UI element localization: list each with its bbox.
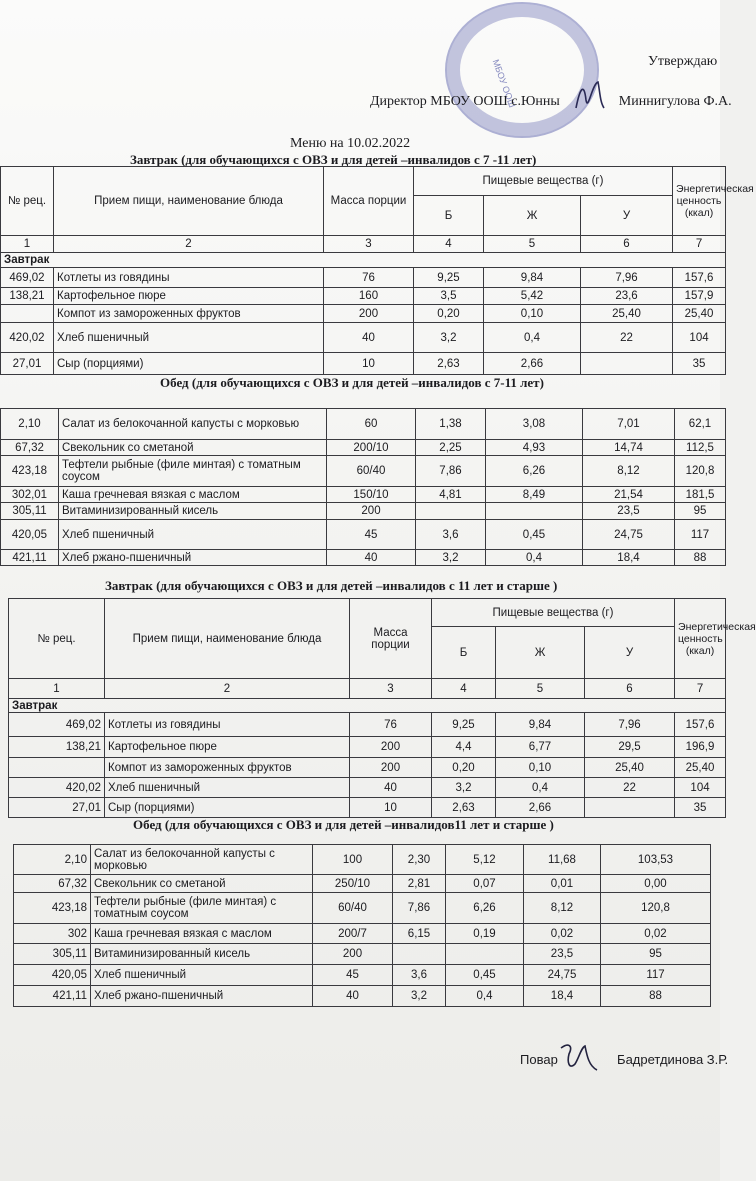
- mass-cell: 200: [327, 503, 416, 520]
- fat-cell: 0,4: [486, 550, 583, 566]
- dish-name-cell: Витаминизированный кисель: [91, 944, 313, 965]
- energy-cell: 88: [601, 986, 711, 1007]
- section1-title: Завтрак (для обучающихся с ОВЗ и для детей –инвалидов с 7 -11 лет): [130, 152, 537, 167]
- col-num-header: № рец.: [1, 167, 54, 236]
- index-cell: 3: [350, 679, 432, 699]
- dish-name-cell: Витаминизированный кисель: [59, 503, 327, 520]
- mass-cell: 60/40: [327, 456, 416, 487]
- mass-cell: 200: [313, 944, 393, 965]
- fat-cell: 0,45: [446, 965, 524, 986]
- table-row: [1, 409, 726, 440]
- fat-cell: 2,66: [496, 798, 585, 818]
- carb-cell: 18,4: [524, 986, 601, 1007]
- col-dish-header: Прием пищи, наименование блюда: [54, 167, 324, 236]
- carb-cell: 0,01: [524, 875, 601, 893]
- mass-cell: 200/7: [313, 924, 393, 944]
- carb-cell: 23,6: [581, 288, 673, 305]
- dish-name-cell: Тефтели рыбные (филе минтая) с томатным соусом: [91, 893, 313, 924]
- energy-cell: 104: [675, 778, 726, 798]
- menu-date: Меню на 10.02.2022: [290, 136, 411, 151]
- index-cell: 6: [585, 679, 675, 699]
- protein-cell: 3,6: [393, 965, 446, 986]
- energy-cell: 157,6: [673, 268, 726, 288]
- table-row: [14, 845, 711, 875]
- recipe-number-cell: 305,11: [1, 503, 59, 520]
- section2-title: Обед (для обучающихся с ОВЗ и для детей –инвалидов с 7-11 лет): [160, 375, 544, 390]
- recipe-number-cell: 2,10: [14, 845, 91, 875]
- recipe-number-cell: 469,02: [9, 713, 105, 737]
- dish-name-cell: Салат из белокочанной капусты с морковью: [91, 845, 313, 875]
- table-row: [1, 487, 726, 503]
- table-row: [1, 503, 726, 520]
- section3-title: Завтрак (для обучающихся с ОВЗ и для детей –инвалидов с 11 лет и старше ): [105, 578, 558, 593]
- energy-cell: 95: [675, 503, 726, 520]
- col-nutrients-header: Пищевые вещества (г): [414, 167, 673, 196]
- mass-cell: 40: [324, 323, 414, 353]
- table-row: [1, 305, 726, 323]
- protein-cell: 3,2: [414, 323, 484, 353]
- col-zh-header: Ж: [496, 627, 585, 679]
- fat-cell: 0,10: [496, 758, 585, 778]
- col-dish-header: Прием пищи, наименование блюда: [105, 599, 350, 679]
- mass-cell: 40: [327, 550, 416, 566]
- table-row: [9, 758, 726, 778]
- director-signature: [570, 78, 610, 114]
- mass-cell: 40: [313, 986, 393, 1007]
- col-energy-header: Энергетическая ценность (ккал): [675, 599, 726, 679]
- fat-cell: 6,77: [496, 737, 585, 758]
- dish-name-cell: Хлеб ржано-пшеничный: [91, 986, 313, 1007]
- energy-cell: 181,5: [675, 487, 726, 503]
- fat-cell: 0,45: [486, 520, 583, 550]
- carb-cell: 25,40: [581, 305, 673, 323]
- protein-cell: 3,2: [432, 778, 496, 798]
- index-cell: 3: [324, 236, 414, 253]
- meal-group-label: Завтрак: [1, 253, 726, 268]
- recipe-number-cell: 138,21: [1, 288, 54, 305]
- energy-cell: 25,40: [673, 305, 726, 323]
- mass-cell: 76: [324, 268, 414, 288]
- protein-cell: 9,25: [414, 268, 484, 288]
- dish-name-cell: Картофельное пюре: [105, 737, 350, 758]
- energy-cell: 117: [601, 965, 711, 986]
- index-row: [9, 679, 726, 699]
- col-energy-header: Энергетическая ценность (ккал): [673, 167, 726, 236]
- fat-cell: 8,49: [486, 487, 583, 503]
- fat-cell: [446, 944, 524, 965]
- dish-name-cell: Хлеб пшеничный: [54, 323, 324, 353]
- carb-cell: 18,4: [583, 550, 675, 566]
- recipe-number-cell: 302: [14, 924, 91, 944]
- col-mass-header: Масса порции: [350, 599, 432, 679]
- recipe-number-cell: 305,11: [14, 944, 91, 965]
- mass-cell: 76: [350, 713, 432, 737]
- recipe-number-cell: [1, 305, 54, 323]
- protein-cell: 2,81: [393, 875, 446, 893]
- table-row: [14, 893, 711, 924]
- fat-cell: 0,10: [484, 305, 581, 323]
- dish-name-cell: Каша гречневая вязкая с маслом: [91, 924, 313, 944]
- energy-cell: 104: [673, 323, 726, 353]
- index-cell: 6: [581, 236, 673, 253]
- recipe-number-cell: 420,02: [9, 778, 105, 798]
- table-row: [9, 798, 726, 818]
- carb-cell: 7,01: [583, 409, 675, 440]
- carb-cell: 11,68: [524, 845, 601, 875]
- energy-cell: 88: [675, 550, 726, 566]
- protein-cell: 3,2: [416, 550, 486, 566]
- index-cell: 1: [9, 679, 105, 699]
- dish-name-cell: Котлеты из говядины: [105, 713, 350, 737]
- mass-cell: 45: [327, 520, 416, 550]
- stamp-text: МБОУ ООШ: [490, 58, 518, 109]
- protein-cell: 7,86: [416, 456, 486, 487]
- dish-name-cell: Сыр (порциями): [105, 798, 350, 818]
- carb-cell: [581, 353, 673, 375]
- table-row: [9, 713, 726, 737]
- carb-cell: 25,40: [585, 758, 675, 778]
- table-row: [1, 440, 726, 456]
- carb-cell: 8,12: [583, 456, 675, 487]
- official-stamp: [445, 2, 599, 138]
- fat-cell: 3,08: [486, 409, 583, 440]
- fat-cell: 0,19: [446, 924, 524, 944]
- index-cell: 4: [432, 679, 496, 699]
- energy-cell: 157,9: [673, 288, 726, 305]
- recipe-number-cell: 138,21: [9, 737, 105, 758]
- recipe-number-cell: 420,05: [1, 520, 59, 550]
- mass-cell: 100: [313, 845, 393, 875]
- mass-cell: 10: [350, 798, 432, 818]
- dish-name-cell: Хлеб ржано-пшеничный: [59, 550, 327, 566]
- energy-cell: 120,8: [601, 893, 711, 924]
- table-row: [14, 875, 711, 893]
- director-line: [370, 94, 732, 110]
- recipe-number-cell: 420,05: [14, 965, 91, 986]
- energy-cell: 25,40: [675, 758, 726, 778]
- fat-cell: 5,12: [446, 845, 524, 875]
- carb-cell: 23,5: [524, 944, 601, 965]
- col-b-header: Б: [414, 196, 484, 236]
- fat-cell: 0,4: [484, 323, 581, 353]
- table-row: [14, 965, 711, 986]
- carb-cell: 7,96: [585, 713, 675, 737]
- carb-cell: 7,96: [581, 268, 673, 288]
- director-name: Миннигулова Ф.А.: [618, 94, 732, 109]
- cook-signature: [557, 1040, 607, 1076]
- index-cell: 7: [673, 236, 726, 253]
- fat-cell: 9,84: [496, 713, 585, 737]
- protein-cell: 2,63: [414, 353, 484, 375]
- fat-cell: 6,26: [446, 893, 524, 924]
- energy-cell: 112,5: [675, 440, 726, 456]
- index-cell: 2: [54, 236, 324, 253]
- recipe-number-cell: 27,01: [9, 798, 105, 818]
- energy-cell: 157,6: [675, 713, 726, 737]
- dish-name-cell: Котлеты из говядины: [54, 268, 324, 288]
- recipe-number-cell: 421,11: [14, 986, 91, 1007]
- recipe-number-cell: 469,02: [1, 268, 54, 288]
- recipe-number-cell: [9, 758, 105, 778]
- energy-cell: 120,8: [675, 456, 726, 487]
- cook-signature-line: [520, 1052, 728, 1067]
- mass-cell: 40: [350, 778, 432, 798]
- protein-cell: 2,30: [393, 845, 446, 875]
- protein-cell: [416, 503, 486, 520]
- dish-name-cell: Каша гречневая вязкая с маслом: [59, 487, 327, 503]
- index-cell: 4: [414, 236, 484, 253]
- col-b-header: Б: [432, 627, 496, 679]
- director-title: Директор МБОУ ООШ с.Юнны: [370, 94, 560, 109]
- dish-name-cell: Компот из замороженных фруктов: [54, 305, 324, 323]
- index-row: [1, 236, 726, 253]
- energy-cell: 0,02: [601, 924, 711, 944]
- fat-cell: 0,4: [446, 986, 524, 1007]
- mass-cell: 10: [324, 353, 414, 375]
- recipe-number-cell: 423,18: [1, 456, 59, 487]
- dish-name-cell: Тефтели рыбные (филе минтая) с томатным соусом: [59, 456, 327, 487]
- energy-cell: 95: [601, 944, 711, 965]
- carb-cell: 23,5: [583, 503, 675, 520]
- mass-cell: 200: [350, 737, 432, 758]
- lunch-table-7-11: [0, 408, 726, 566]
- fat-cell: 2,66: [484, 353, 581, 375]
- table-row: [9, 778, 726, 798]
- index-cell: 1: [1, 236, 54, 253]
- mass-cell: 200/10: [327, 440, 416, 456]
- protein-cell: 3,2: [393, 986, 446, 1007]
- mass-cell: 60/40: [313, 893, 393, 924]
- carb-cell: 21,54: [583, 487, 675, 503]
- table-row: [1, 323, 726, 353]
- carb-cell: 24,75: [583, 520, 675, 550]
- mass-cell: 45: [313, 965, 393, 986]
- dish-name-cell: Свекольник со сметаной: [59, 440, 327, 456]
- protein-cell: 9,25: [432, 713, 496, 737]
- meal-group-label: Завтрак: [9, 699, 726, 713]
- carb-cell: 22: [585, 778, 675, 798]
- table-row: [14, 944, 711, 965]
- cook-name: Бадретдинова З.Р.: [617, 1052, 729, 1067]
- fat-cell: 5,42: [484, 288, 581, 305]
- protein-cell: 0,20: [414, 305, 484, 323]
- breakfast-table-11-plus: [8, 598, 756, 818]
- recipe-number-cell: 67,32: [1, 440, 59, 456]
- index-cell: 5: [484, 236, 581, 253]
- energy-cell: 103,53: [601, 845, 711, 875]
- recipe-number-cell: 27,01: [1, 353, 54, 375]
- table-row: [9, 737, 726, 758]
- fat-cell: [486, 503, 583, 520]
- table-row: [14, 924, 711, 944]
- approve-label: Утверждаю: [648, 54, 718, 69]
- mass-cell: 60: [327, 409, 416, 440]
- energy-cell: 0,00: [601, 875, 711, 893]
- table-row: [1, 353, 726, 375]
- col-zh-header: Ж: [484, 196, 581, 236]
- protein-cell: 4,81: [416, 487, 486, 503]
- recipe-number-cell: 302,01: [1, 487, 59, 503]
- col-num-header: № рец.: [9, 599, 105, 679]
- mass-cell: 150/10: [327, 487, 416, 503]
- recipe-number-cell: 423,18: [14, 893, 91, 924]
- cook-label: Повар: [520, 1052, 558, 1067]
- table-row: [1, 520, 726, 550]
- index-cell: 7: [675, 679, 726, 699]
- energy-cell: 117: [675, 520, 726, 550]
- protein-cell: 0,20: [432, 758, 496, 778]
- dish-name-cell: Компот из замороженных фруктов: [105, 758, 350, 778]
- energy-cell: 35: [673, 353, 726, 375]
- col-mass-header: Масса порции: [324, 167, 414, 236]
- protein-cell: 2,25: [416, 440, 486, 456]
- dish-name-cell: Салат из белокочанной капусты с морковью: [59, 409, 327, 440]
- carb-cell: 0,02: [524, 924, 601, 944]
- dish-name-cell: Хлеб пшеничный: [105, 778, 350, 798]
- protein-cell: 2,63: [432, 798, 496, 818]
- lunch-table-11-plus: [13, 844, 711, 1007]
- protein-cell: 3,6: [416, 520, 486, 550]
- fat-cell: 0,4: [496, 778, 585, 798]
- dish-name-cell: Хлеб пшеничный: [59, 520, 327, 550]
- recipe-number-cell: 421,11: [1, 550, 59, 566]
- index-cell: 5: [496, 679, 585, 699]
- energy-cell: 62,1: [675, 409, 726, 440]
- mass-cell: 160: [324, 288, 414, 305]
- energy-cell: 196,9: [675, 737, 726, 758]
- table-row: [14, 986, 711, 1007]
- energy-cell: 35: [675, 798, 726, 818]
- carb-cell: [585, 798, 675, 818]
- mass-cell: 250/10: [313, 875, 393, 893]
- mass-cell: 200: [350, 758, 432, 778]
- fat-cell: 6,26: [486, 456, 583, 487]
- fat-cell: 9,84: [484, 268, 581, 288]
- carb-cell: 22: [581, 323, 673, 353]
- table-row: [1, 268, 726, 288]
- protein-cell: 7,86: [393, 893, 446, 924]
- carb-cell: 14,74: [583, 440, 675, 456]
- table-row: [1, 550, 726, 566]
- section4-title: Обед (для обучающихся с ОВЗ и для детей –инвалидов11 лет и старше ): [133, 817, 554, 832]
- carb-cell: 29,5: [585, 737, 675, 758]
- carb-cell: 8,12: [524, 893, 601, 924]
- fat-cell: 0,07: [446, 875, 524, 893]
- mass-cell: 200: [324, 305, 414, 323]
- dish-name-cell: Сыр (порциями): [54, 353, 324, 375]
- protein-cell: 3,5: [414, 288, 484, 305]
- col-u-header: У: [581, 196, 673, 236]
- index-cell: 2: [105, 679, 350, 699]
- carb-cell: 24,75: [524, 965, 601, 986]
- dish-name-cell: Картофельное пюре: [54, 288, 324, 305]
- col-u-header: У: [585, 627, 675, 679]
- protein-cell: 1,38: [416, 409, 486, 440]
- col-nutrients-header: Пищевые вещества (г): [432, 599, 675, 627]
- fat-cell: 4,93: [486, 440, 583, 456]
- dish-name-cell: Свекольник со сметаной: [91, 875, 313, 893]
- protein-cell: 4,4: [432, 737, 496, 758]
- table-row: [1, 288, 726, 305]
- recipe-number-cell: 67,32: [14, 875, 91, 893]
- recipe-number-cell: 2,10: [1, 409, 59, 440]
- protein-cell: [393, 944, 446, 965]
- dish-name-cell: Хлеб пшеничный: [91, 965, 313, 986]
- breakfast-table-7-11: [0, 166, 754, 375]
- protein-cell: 6,15: [393, 924, 446, 944]
- table-row: [1, 456, 726, 487]
- recipe-number-cell: 420,02: [1, 323, 54, 353]
